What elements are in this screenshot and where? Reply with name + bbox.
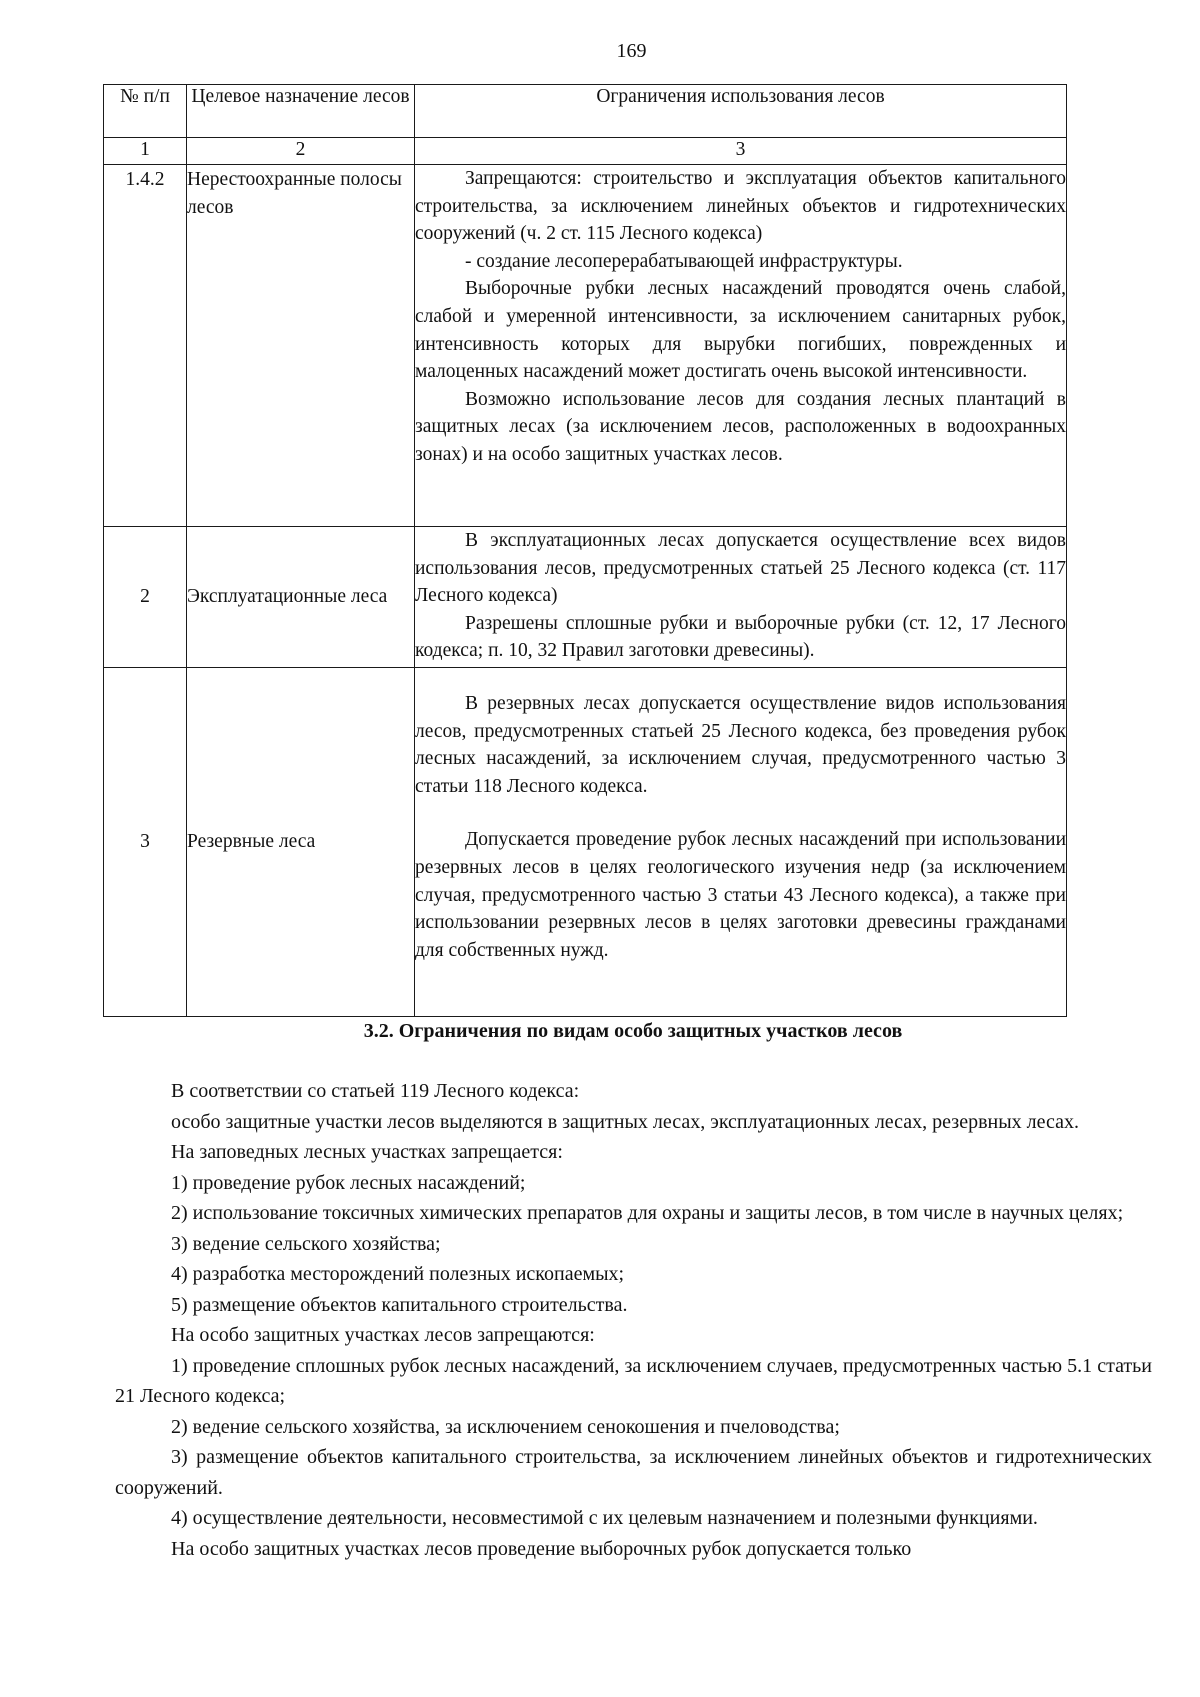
body-paragraph: На особо защитных участках лесов проведение выборочных рубок допускается только — [171, 1537, 912, 1560]
table-row — [104, 668, 1067, 1017]
section-body — [115, 1076, 1152, 1564]
body-paragraph: особо защитные участки лесов выделяются в защитных лесах, эксплуатационных лесах, резервных лесах. — [171, 1110, 1080, 1133]
column-number-1: 1 — [104, 138, 187, 165]
body-paragraph: 4) разработка месторождений полезных ископаемых; — [171, 1263, 625, 1285]
restriction-paragraph: Запрещаются: строительство и эксплуатация объектов капитального строительства, за исключением линейных объектов и гидротехнических сооружений (ч. 2 ст. 115 Лесного кодекса) — [415, 168, 1066, 245]
body-paragraph: На особо защитных участках лесов запрещаются: — [171, 1324, 595, 1346]
body-paragraph: 3) ведение сельского хозяйства; — [171, 1232, 441, 1255]
body-paragraph: В соответствии со статьей 119 Лесного кодекса: — [171, 1080, 580, 1102]
table-row — [104, 527, 1067, 668]
column-number-3: 3 — [415, 138, 1067, 165]
body-paragraph: 2) использование токсичных химических препаратов для охраны и защиты лесов, в том числе в научных целях; — [171, 1202, 1124, 1224]
column-number-2: 2 — [187, 138, 415, 165]
table-column-numbers-row — [104, 138, 1067, 165]
header-number: № п/п — [104, 85, 187, 138]
row-restrictions — [415, 165, 1067, 527]
header-restrictions: Ограничения использования лесов — [415, 85, 1067, 138]
row-purpose: Эксплуатационные леса — [187, 527, 415, 668]
body-paragraph: 2) ведение сельского хозяйства, за исключением сенокошения и пчеловодства; — [171, 1415, 840, 1438]
body-paragraph: 3) размещение объектов капитального строительства, за исключением линейных объектов и гидротехнических сооружений. — [115, 1446, 1152, 1499]
header-purpose: Целевое назначение лесов — [187, 85, 415, 138]
body-paragraph: 1) проведение сплошных рубок лесных насаждений, за исключением случаев, предусмотренных частью 5.1 статьи 21 Лесного кодекса; — [115, 1354, 1152, 1407]
table-row — [104, 165, 1067, 527]
body-paragraph: 4) осуществление деятельности, несовместимой с их целевым назначением и полезными функциями. — [171, 1507, 1038, 1529]
section-title: 3.2. Ограничения по видам особо защитных участков лесов — [363, 1020, 903, 1042]
body-paragraph: На заповедных лесных участках запрещается: — [171, 1141, 563, 1163]
row-restrictions — [415, 668, 1067, 1017]
page-number: 169 — [616, 40, 647, 62]
restriction-paragraph: Выборочные рубки лесных насаждений проводятся очень слабой, слабой и умеренной интенсивности, за исключением санитарных рубок, интенсивность которых для вырубки погибших, поврежденных и малоценных насаждений может достигать очень высокой интенсивности. — [415, 278, 1066, 383]
row-purpose: Резервные леса — [187, 668, 415, 1017]
restriction-paragraph: Возможно использование лесов для создания лесных плантаций в защитных лесах (за исключением лесов, расположенных в водоохранных зонах) и на особо защитных участках лесов. — [415, 388, 1066, 465]
row-restrictions — [415, 527, 1067, 668]
row-number: 2 — [104, 527, 187, 668]
table-header-row — [104, 85, 1067, 138]
row-purpose: Нерестоохранные полосы лесов — [187, 165, 415, 527]
restriction-paragraph: В эксплуатационных лесах допускается осуществление всех видов использования лесов, предусмотренных статьей 25 Лесного кодекса (ст. 117 Лесного кодекса) — [415, 530, 1066, 607]
restriction-paragraph: - создание лесоперерабатывающей инфраструктуры. — [465, 250, 903, 272]
body-paragraph: 5) размещение объектов капитального строительства. — [171, 1293, 628, 1316]
body-paragraph: 1) проведение рубок лесных насаждений; — [171, 1171, 526, 1194]
restriction-paragraph: Допускается проведение рубок лесных насаждений при использовании резервных лесов в целях геологического изучения недр (за исключением случая, предусмотренного частью 3 статьи 43 Лесного кодекса), а также при использовании резервных лесов в целях заготовки древесины гражданами для собственных нужд. — [415, 829, 1066, 961]
row-number: 1.4.2 — [104, 165, 187, 527]
restriction-paragraph: Разрешены сплошные рубки и выборочные рубки (ст. 12, 17 Лесного кодекса; п. 10, 32 Правил заготовки древесины). — [415, 612, 1066, 662]
forest-use-restrictions-table — [103, 84, 1067, 1017]
row-number: 3 — [104, 668, 187, 1017]
restriction-paragraph: В резервных лесах допускается осуществление видов использования лесов, предусмотренных статьей 25 Лесного кодекса, без проведения рубок лесных насаждений, за исключением случая, предусмотренного частью 3 статьи 118 Лесного кодекса. — [415, 693, 1066, 797]
